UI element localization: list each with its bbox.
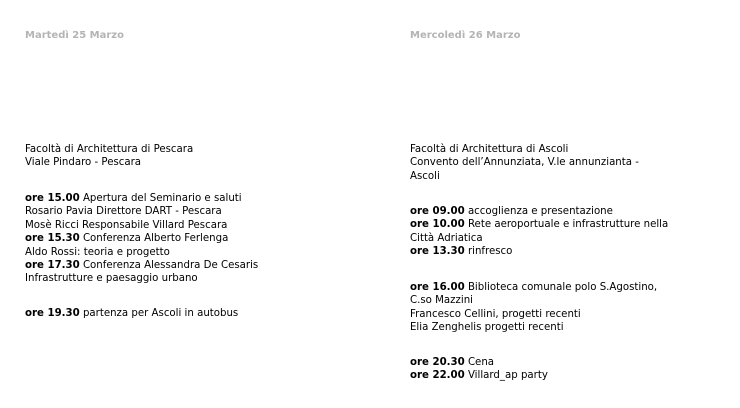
- day-title: Martedì 25 Marzo: [25, 30, 124, 41]
- time-label: ore 20.30: [410, 357, 465, 368]
- schedule-line: [25, 156, 193, 169]
- time-label: ore 19.30: [25, 308, 80, 319]
- schedule-line: [410, 321, 657, 334]
- day-column-tuesday: [25, 0, 355, 408]
- line-text: Conferenza Alessandra De Cesaris: [79, 260, 259, 272]
- schedule-line: [410, 156, 639, 169]
- schedule-line: [25, 219, 258, 232]
- line-text: Viale Pindaro - Pescara: [25, 157, 142, 169]
- time-label: ore 13.30: [410, 246, 465, 258]
- schedule-line: [25, 143, 193, 156]
- line-text: Rosario Pavia Direttore DART - Pescara: [25, 206, 222, 218]
- schedule-line: [25, 246, 258, 259]
- time-label: ore 16.00: [410, 282, 465, 293]
- schedule-line: [410, 294, 657, 307]
- line-text: Francesco Cellini, progetti recenti: [410, 308, 581, 320]
- venue-block: [25, 143, 193, 170]
- schedule-block: [25, 307, 238, 320]
- schedule-line: [25, 259, 258, 272]
- schedule-line: [410, 245, 668, 258]
- schedule-block: [410, 281, 657, 335]
- line-text: Rete aeroportuale e infrastrutture nella: [464, 219, 669, 231]
- line-text: Cena: [464, 357, 495, 368]
- line-text: rinfresco: [464, 246, 513, 258]
- venue-block: [410, 143, 639, 183]
- schedule-line: [410, 170, 639, 183]
- line-text: partenza per Ascoli in autobus: [79, 308, 239, 319]
- schedule-line: [25, 192, 258, 205]
- day-column-wednesday: [410, 0, 740, 408]
- line-text: Villard_ap party: [464, 370, 548, 382]
- schedule-line: [25, 232, 258, 245]
- line-text: Apertura del Seminario e saluti: [79, 193, 242, 204]
- schedule-line: [25, 272, 258, 285]
- line-text: C.so Mazzini: [410, 295, 473, 307]
- time-label: ore 17.30: [25, 260, 80, 272]
- schedule-line: [410, 308, 657, 321]
- line-text: Infrastrutture e paesaggio urbano: [25, 273, 198, 285]
- line-text: accoglienza e presentazione: [464, 206, 613, 217]
- line-text: Ascoli: [410, 170, 440, 182]
- schedule-line: [410, 232, 668, 245]
- time-label: ore 15.00: [25, 193, 80, 204]
- line-text: Elia Zenghelis progetti recenti: [410, 322, 564, 334]
- time-label: ore 10.00: [410, 219, 465, 231]
- time-label: ore 22.00: [410, 370, 465, 382]
- time-label: ore 15.30: [25, 233, 80, 245]
- schedule-block: [410, 356, 548, 383]
- schedule-line: [25, 307, 238, 320]
- schedule-line: [410, 205, 668, 218]
- line-text: Convento dell’Annunziata, V.le annunzianta -: [410, 157, 639, 169]
- line-text: Biblioteca comunale polo S.Agostino,: [464, 282, 658, 293]
- schedule-line: [25, 205, 258, 218]
- schedule-block: [410, 205, 668, 259]
- schedule-block: [25, 192, 258, 286]
- schedule-line: [410, 143, 639, 156]
- schedule-line: [410, 218, 668, 231]
- line-text: Mosè Ricci Responsabile Villard Pescara: [25, 219, 228, 231]
- schedule-line: [410, 369, 548, 382]
- line-text: Conferenza Alberto Ferlenga: [79, 233, 229, 245]
- schedule-line: [410, 281, 657, 294]
- day-title: Mercoledì 26 Marzo: [410, 30, 521, 41]
- schedule-line: [410, 356, 548, 369]
- time-label: ore 09.00: [410, 206, 465, 217]
- line-text: Facoltà di Architettura di Ascoli: [410, 144, 569, 155]
- line-text: Facoltà di Architettura di Pescara: [25, 144, 194, 155]
- line-text: Aldo Rossi: teoria e progetto: [25, 246, 170, 258]
- line-text: Città Adriatica: [410, 232, 483, 244]
